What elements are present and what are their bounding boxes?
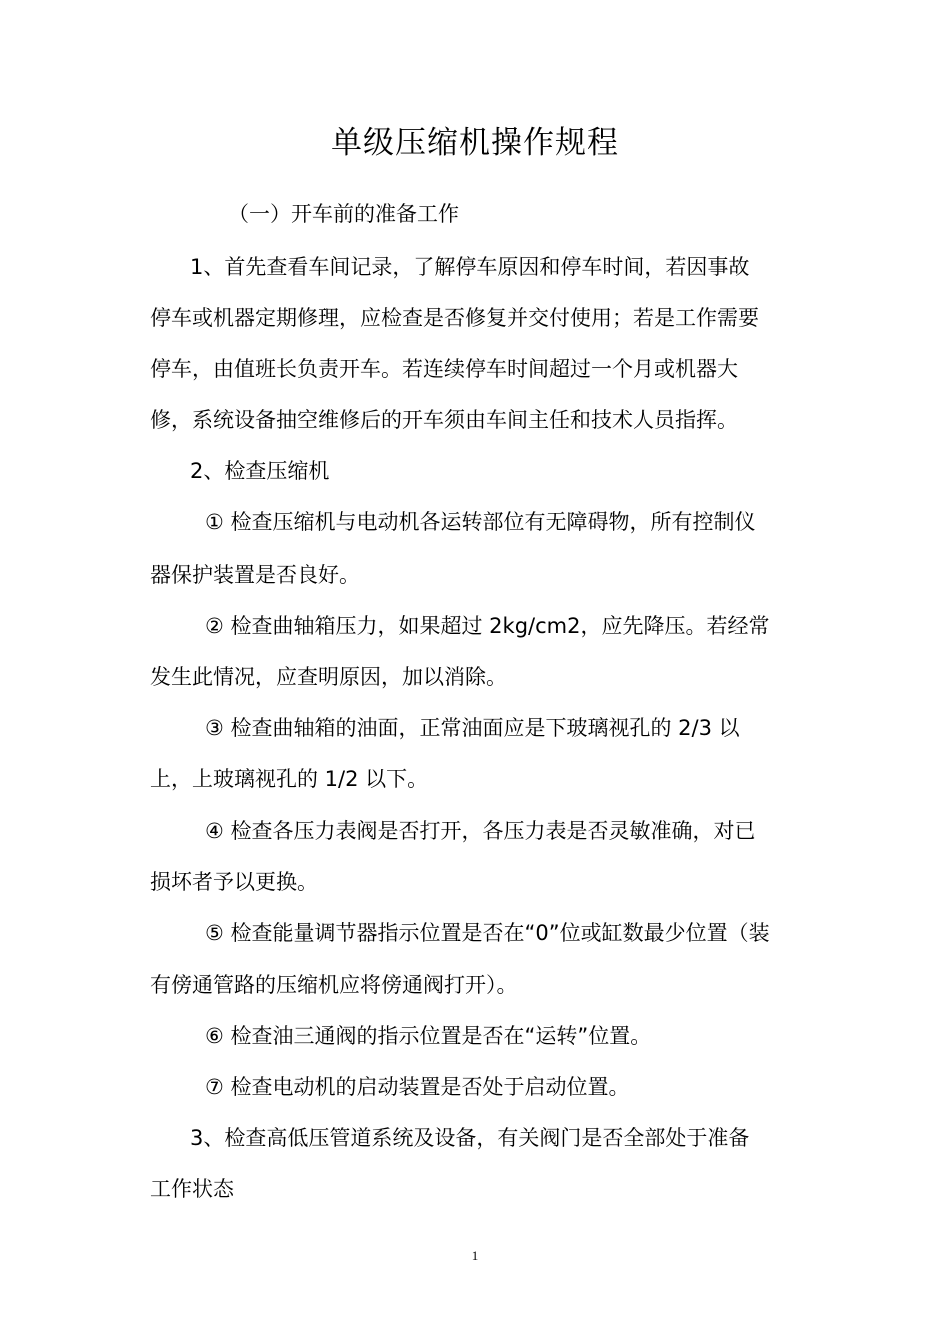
paragraph-line: ① 检查压缩机与电动机各运转部位有无障碍物，所有控制仪	[205, 510, 756, 534]
paragraph-line: 3、检查高低压管道系统及设备，有关阀门是否全部处于准备	[190, 1126, 750, 1150]
paragraph-line: 1、首先查看车间记录，了解停车原因和停车时间，若因事故	[190, 255, 750, 279]
section-heading: （一）开车前的准备工作	[228, 202, 459, 226]
paragraph-line: 有傍通管路的压缩机应将傍通阀打开）。	[150, 973, 518, 997]
paragraph-line: 工作状态	[150, 1177, 234, 1201]
subsection-heading: 2、检查压缩机	[190, 459, 330, 483]
paragraph-line: 器保护装置是否良好。	[150, 563, 360, 587]
document-title: 单级压缩机操作规程	[331, 125, 619, 161]
paragraph-line: 停车或机器定期修理，应检查是否修复并交付使用；若是工作需要	[150, 306, 759, 330]
paragraph-line: ③ 检查曲轴箱的油面，正常油面应是下玻璃视孔的 2/3 以	[205, 716, 740, 740]
paragraph-line: ⑤ 检查能量调节器指示位置是否在“0”位或缸数最少位置（装	[205, 921, 770, 945]
paragraph-line: 修，系统设备抽空维修后的开车须由车间主任和技术人员指挥。	[150, 408, 738, 432]
paragraph-line: ⑥ 检查油三通阀的指示位置是否在“运转”位置。	[205, 1024, 652, 1048]
paragraph-line: 发生此情况，应查明原因，加以消除。	[150, 665, 507, 689]
paragraph-line: 上，上玻璃视孔的 1/2 以下。	[150, 767, 429, 791]
paragraph-line: ② 检查曲轴箱压力，如果超过 2kg/cm2，应先降压。若经常	[205, 614, 770, 638]
page-number: 1	[471, 1248, 479, 1263]
paragraph-line: ④ 检查各压力表阀是否打开，各压力表是否灵敏准确，对已	[205, 819, 756, 843]
paragraph-line: 损坏者予以更换。	[150, 870, 318, 894]
paragraph-line: ⑦ 检查电动机的启动装置是否处于启动位置。	[205, 1075, 630, 1099]
paragraph-line: 停车，由值班长负责开车。若连续停车时间超过一个月或机器大	[150, 357, 738, 381]
